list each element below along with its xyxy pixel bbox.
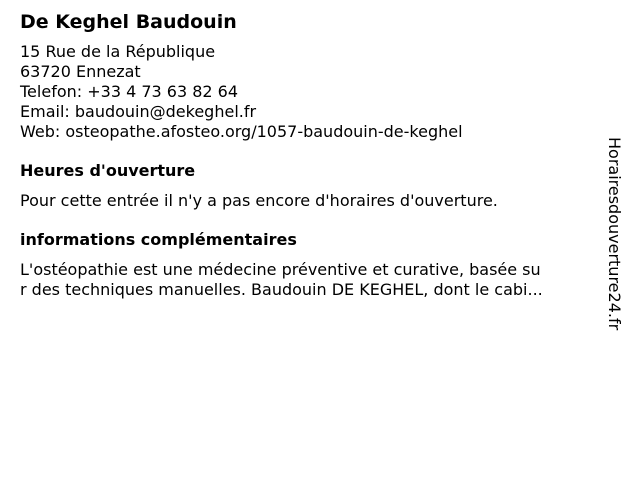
email-line: Email: baudouin@dekeghel.fr <box>20 102 257 121</box>
site-watermark: Horairesdouverture24.fr <box>605 137 624 331</box>
info-heading: informations complémentaires <box>20 230 297 249</box>
hours-text: Pour cette entrée il n'y a pas encore d'horaires d'ouverture. <box>20 191 498 210</box>
entry-title: De Keghel Baudouin <box>20 11 237 33</box>
address-city: 63720 Ennezat <box>20 62 141 81</box>
hours-heading: Heures d'ouverture <box>20 161 196 180</box>
info-text-line: r des techniques manuelles. Baudouin DE KEGHEL, dont le cabi... <box>20 280 543 299</box>
info-text <box>20 260 590 300</box>
phone-line: Telefon: +33 4 73 63 82 64 <box>20 82 239 101</box>
info-text-line: L'ostéopathie est une médecine préventive et curative, basée su <box>20 260 541 279</box>
web-line: Web: osteopathe.afosteo.org/1057-baudouin-de-keghel <box>20 122 463 141</box>
address-street: 15 Rue de la République <box>20 42 216 61</box>
entry-details <box>20 9 590 300</box>
